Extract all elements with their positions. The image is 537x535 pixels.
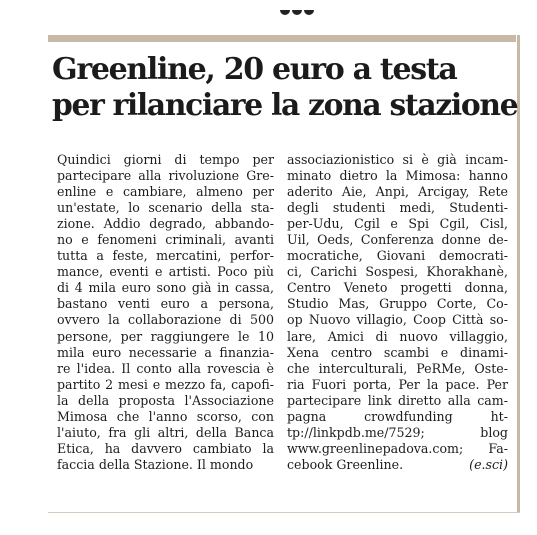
article-text-line: ria Fuori porta, Per la pace. Per <box>287 376 508 392</box>
text-fragment-mark <box>292 10 302 15</box>
article-text-line: partito 2 mesi e mezzo fa, capofi- <box>57 376 274 392</box>
article-text-line: mocratiche, Giovani democrati- <box>287 248 508 264</box>
article-text-line: l'aiuto, fra gli altri, della Banca <box>57 424 274 440</box>
text-fragment-mark <box>304 10 314 15</box>
bottom-rule <box>48 512 520 513</box>
article-text-line: Etica, ha davvero cambiato la <box>57 440 274 456</box>
top-rule <box>48 35 516 42</box>
article-text-line: zione. Addio degrado, abbando- <box>57 216 274 232</box>
article-text-line: Xena centro scambi e dinami- <box>287 344 508 360</box>
article-text-line: la della proposta l'Associazione <box>57 392 274 408</box>
article-text-line: lare, Amici di nuovo villaggio, <box>287 328 508 344</box>
article-text-line: che interculturali, PeRMe, Oste- <box>287 360 508 376</box>
article-text-line: persone, per raggiungere le 10 <box>57 328 274 344</box>
article-text-line: faccia della Stazione. Il mondo <box>57 456 254 472</box>
article-column-right <box>287 152 508 473</box>
article-text-line: bastano venti euro a persona, <box>57 296 274 312</box>
article-text-line: tp://linkpdb.me/7529; blog <box>287 424 508 440</box>
article-text-line: op Nuovo villagio, Coop Città so- <box>287 312 508 328</box>
article-final-line <box>287 457 508 473</box>
author-signature: (e.sci) <box>469 456 508 472</box>
article-text-line: Centro Veneto progetti donna, <box>287 280 508 296</box>
previous-article-fragment <box>280 0 350 6</box>
article-text-line: minato dietro la Mimosa: hanno <box>287 168 508 184</box>
article-text-line: degli studenti medi, Studenti- <box>287 200 508 216</box>
headline-line: Greenline, 20 euro a testa <box>52 52 457 87</box>
article-text-line: Mimosa che l'anno scorso, con <box>57 408 274 424</box>
article-text-line: un'estate, lo scenario della sta- <box>57 200 274 216</box>
article-text-line: mance, eventi e artisti. Poco più <box>57 264 274 280</box>
article-text-line: per-Udu, Cgil e Spi Cgil, Cisl, <box>287 216 508 232</box>
article-text-line: mila euro necessarie a finanzia- <box>57 344 274 360</box>
article-text-line: no e fenomeni criminali, avanti <box>57 232 274 248</box>
text-fragment-mark <box>280 10 290 15</box>
article-text-line: Quindici giorni di tempo per <box>57 152 274 167</box>
article-column-left <box>57 152 274 473</box>
article-text-line: partecipare link diretto alla cam- <box>287 392 508 408</box>
article-text-line: Studio Mas, Gruppo Corte, Co- <box>287 296 508 312</box>
article-headline <box>52 52 518 124</box>
article-text-line: associazionistico si è già incam- <box>287 152 508 167</box>
article-text-line: ci, Carichi Sospesi, Khorakhanè, <box>287 264 508 280</box>
article-text-line: pagna crowdfunding ht- <box>287 408 508 424</box>
article-text-line: partecipare alla rivoluzione Gre- <box>57 168 274 184</box>
headline-line: per rilanciare la zona stazione <box>52 88 518 123</box>
article-text-line: tutta a feste, mercatini, perfor- <box>57 248 274 264</box>
article-text-line: enline e cambiare, almeno per <box>57 184 274 200</box>
article-text-line: cebook Greenline. <box>287 456 404 472</box>
article-text-line: ovvero la collaborazione di 500 <box>57 312 274 328</box>
article-text-line: di 4 mila euro sono già in cassa, <box>57 280 274 296</box>
article-text-line: re l'idea. Il conto alla rovescia è <box>57 360 274 376</box>
article-text-line: www.greenlinepadova.com; Fa- <box>287 440 508 456</box>
article-text-line: Uil, Oeds, Conferenza donne de- <box>287 232 508 248</box>
article-text-line: aderito Aie, Anpi, Arcigay, Rete <box>287 184 508 200</box>
